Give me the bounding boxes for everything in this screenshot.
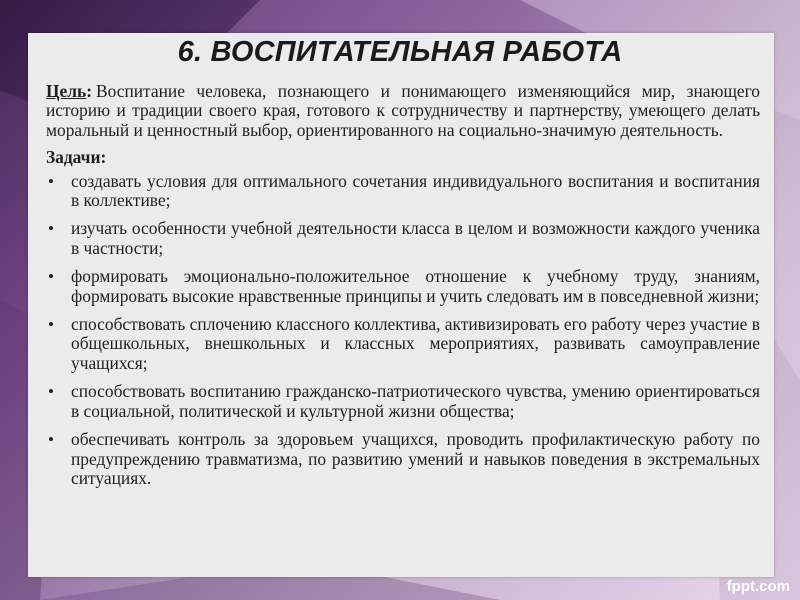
task-item	[46, 315, 760, 373]
task-text: формировать эмоционально-положительное отношение к учебному труду, знаниям, формировать высокие нравственные принципы и учить следовать им в повседневной жизни;	[71, 266, 760, 306]
goal-paragraph	[46, 82, 760, 140]
tasks-list	[46, 172, 760, 489]
goal-label: Цель	[46, 81, 87, 101]
task-item	[46, 430, 760, 488]
task-text: способствовать воспитанию гражданско-патриотического чувства, умению ориентироваться в социальной, политической и культурной жизни общества;	[71, 381, 760, 421]
task-item	[46, 382, 760, 421]
bullet-icon: •	[48, 171, 54, 191]
footer-brand-logo: fppt.com	[726, 578, 790, 595]
task-text: способствовать сплочению классного коллектива, активизировать его работу через участие в общешкольных, внешкольных и классных мероприятиях, развивать самоуправление учащихся;	[71, 314, 760, 373]
tasks-heading: Задачи:	[46, 147, 107, 168]
slide-title: 6. ВОСПИТАТЕЛЬНАЯ РАБОТА	[177, 36, 623, 68]
task-item	[46, 172, 760, 211]
task-item	[46, 267, 760, 306]
goal-colon: :	[86, 81, 92, 101]
bullet-icon: •	[48, 430, 54, 450]
bullet-icon: •	[48, 267, 54, 287]
task-text: изучать особенности учебной деятельности класса в целом и возможности каждого ученика в частности;	[71, 218, 760, 258]
task-item	[46, 219, 760, 258]
bullet-icon: •	[48, 382, 54, 402]
goal-text: Воспитание человека, познающего и понимающего изменяющийся мир, знающего историю и традиции своего края, готового к сотрудничеству и партнерству, умеющего делать моральный и ценностный выбор, ориентированного на социально-значимую деятельность.	[46, 81, 760, 140]
task-text: создавать условия для оптимального сочетания индивидуального воспитания и воспитания в коллективе;	[71, 170, 760, 211]
slide-content	[46, 82, 760, 497]
bullet-icon: •	[48, 219, 54, 239]
bullet-icon: •	[48, 315, 54, 335]
task-text: обеспечивать контроль за здоровьем учащихся, проводить профилактическую работу по предупреждению травматизма, по развитию умений и навыков поведения в экстремальных ситуациях.	[71, 429, 760, 488]
